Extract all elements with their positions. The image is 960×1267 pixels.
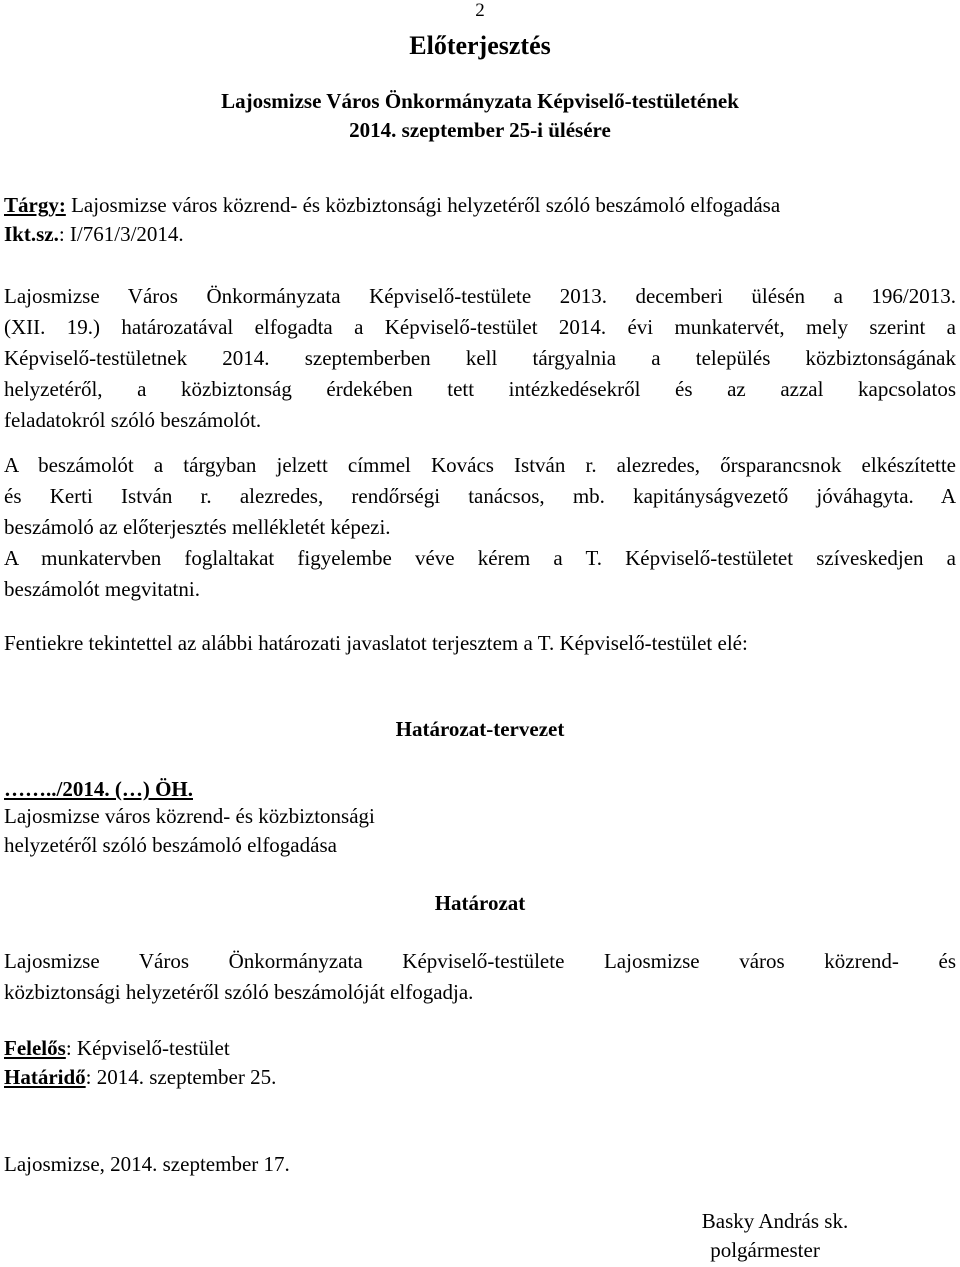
resolution-number: ……../2014. (…) ÖH. — [4, 777, 193, 801]
intro-line: helyzetéről, a közbiztonság érdekében tett intézkedésekről és az azzal kapcsolatos — [4, 377, 956, 401]
intro-line: feladatokról szóló beszámolót. — [4, 408, 262, 432]
resolution-paragraph — [4, 946, 956, 1008]
report-line: A beszámolót a tárgyban jelzett címmel Kovács István r. alezredes, őrsparancsnok elkészítette — [4, 453, 956, 477]
deadline-line — [4, 1065, 276, 1090]
resolution-line: közbiztonsági helyzetéről szóló beszámolóját elfogadja. — [4, 980, 474, 1004]
report-line: A munkatervben foglaltakat figyelembe véve kérem a T. Képviselő-testületet szíveskedjen a — [4, 546, 956, 570]
intro-paragraph — [4, 281, 956, 436]
report-line: beszámolót megvitatni. — [4, 577, 200, 601]
draft-title: Határozat-tervezet — [395, 717, 565, 741]
report-paragraph — [4, 450, 956, 605]
document-title: Előterjesztés — [409, 31, 551, 60]
place-date: Lajosmizse, 2014. szeptember 17. — [4, 1152, 290, 1176]
responsible-text: : Képviselő-testület — [65, 1036, 230, 1060]
heading-line-2: 2014. szeptember 25-i ülésére — [349, 118, 611, 142]
resolution-subject-line: Lajosmizse város közrend- és közbiztonsági — [4, 804, 375, 828]
reference-text: : I/761/3/2014. — [58, 222, 184, 246]
page-number: 2 — [475, 0, 485, 21]
responsible-line — [4, 1036, 230, 1061]
subject-text: Lajosmizse város közrend- és közbiztonsági helyzetéről szóló beszámoló elfogadása — [65, 193, 781, 217]
signature-role: polgármester — [710, 1238, 820, 1262]
heading-line-1: Lajosmizse Város Önkormányzata Képviselő-testületének — [221, 89, 739, 113]
report-line: és Kerti István r. alezredes, rendőrségi tanácsos, mb. kapitányságvezető jóváhagyta. A — [4, 484, 956, 508]
reference-label: Ikt.sz. — [4, 222, 59, 246]
proposal-line: Fentiekre tekintettel az alábbi határozati javaslatot terjesztem a T. Képviselő-testület elé: — [4, 631, 748, 655]
resolution-subject-line: helyzetéről szóló beszámoló elfogadása — [4, 833, 337, 857]
subject-label: Tárgy: — [4, 193, 66, 217]
deadline-text: : 2014. szeptember 25. — [85, 1065, 277, 1089]
responsible-label: Felelős — [4, 1036, 66, 1060]
subject-line — [4, 193, 780, 218]
intro-line: (XII. 19.) határozatával elfogadta a Képviselő-testület 2014. évi munkatervét, mely szerint a — [4, 315, 956, 339]
resolution-title: Határozat — [434, 891, 526, 915]
report-line: beszámoló az előterjesztés mellékletét képezi. — [4, 515, 391, 539]
intro-line: Képviselő-testületnek 2014. szeptemberben kell tárgyalnia a település közbiztonságának — [4, 346, 956, 370]
signature-name: Basky András sk. — [701, 1209, 849, 1233]
deadline-label: Határidő — [4, 1065, 86, 1089]
reference-line — [4, 222, 184, 247]
resolution-line: Lajosmizse Város Önkormányzata Képviselő-testülete Lajosmizse város közrend- és — [4, 949, 956, 973]
intro-line: Lajosmizse Város Önkormányzata Képviselő-testülete 2013. decemberi ülésén a 196/2013. — [4, 284, 956, 308]
